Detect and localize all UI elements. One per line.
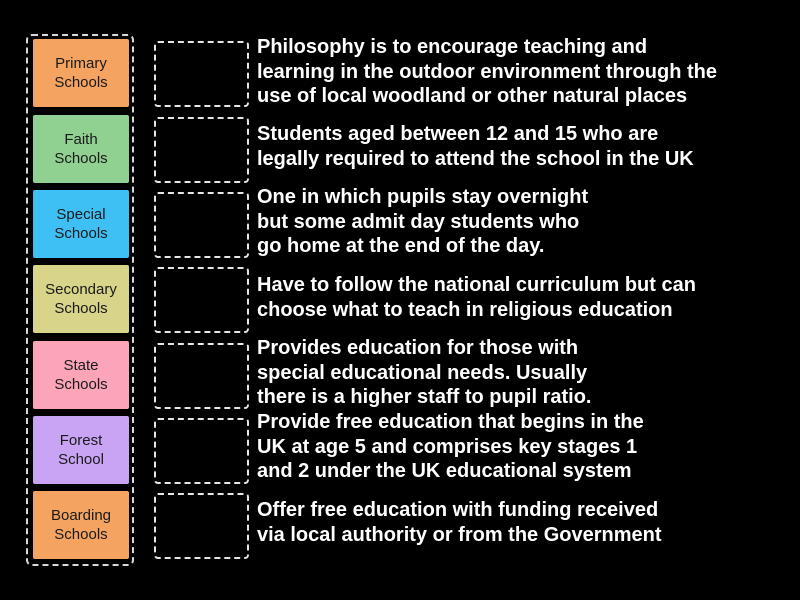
- drop-slot[interactable]: [154, 343, 249, 409]
- drop-slot[interactable]: [154, 267, 249, 333]
- description-text: Provide free education that begins in the UK at age 5 and comprises key stages 1 and 2 under the UK educational system: [257, 411, 644, 482]
- description-text: Offer free education with funding received via local authority or from the Government: [257, 499, 662, 546]
- description-text: One in which pupils stay overnight but some admit day students who go home at the end of the day.: [257, 186, 589, 257]
- tile-faith-schools[interactable]: Faith Schools: [33, 115, 129, 183]
- tile-boarding-schools[interactable]: Boarding Schools: [33, 491, 129, 559]
- description-text: Provides education for those with special educational needs. Usually there is a higher staff to pupil ratio.: [257, 337, 592, 408]
- tile-primary-schools[interactable]: Primary Schools: [33, 39, 129, 107]
- tile-state-schools[interactable]: State Schools: [33, 341, 129, 409]
- tile-forest-school[interactable]: Forest School: [33, 416, 129, 484]
- description-text: Students aged between 12 and 15 who are legally required to attend the school in the UK: [257, 123, 694, 170]
- drop-slot[interactable]: [154, 117, 249, 183]
- tile-special-schools[interactable]: Special Schools: [33, 190, 129, 258]
- drop-slot[interactable]: [154, 192, 249, 258]
- description-text: Philosophy is to encourage teaching and learning in the outdoor environment through the use of local woodland or other natural places: [257, 36, 717, 107]
- tile-secondary-schools[interactable]: Secondary Schools: [33, 265, 129, 333]
- description-text: Have to follow the national curriculum but can choose what to teach in religious education: [257, 274, 696, 321]
- drop-slot[interactable]: [154, 41, 249, 107]
- drop-slot[interactable]: [154, 418, 249, 484]
- drop-slot[interactable]: [154, 493, 249, 559]
